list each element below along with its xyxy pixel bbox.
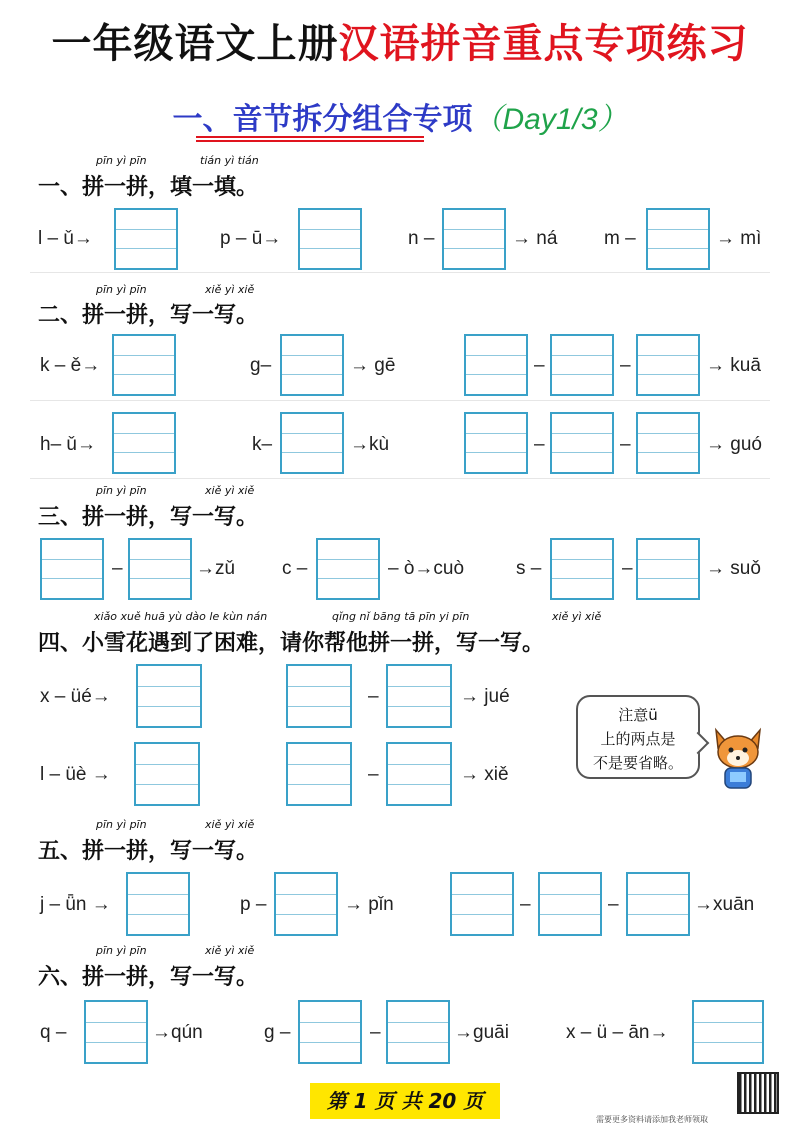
syllable-label: – (534, 434, 545, 455)
syllable-label: → suǒ (706, 558, 761, 579)
answer-box[interactable] (442, 208, 506, 270)
syllable-label: →guāi (454, 1022, 509, 1043)
section-pinyin: xiǎo xuě huā yù dào le kùn nán (94, 610, 268, 623)
qr-code-icon (737, 1072, 779, 1114)
answer-box[interactable] (134, 742, 200, 806)
answer-box[interactable] (386, 1000, 450, 1064)
answer-box[interactable] (112, 412, 176, 474)
section-pinyin: xiě yì xiě (552, 610, 602, 623)
section-pinyin: tián yì tián (200, 154, 259, 167)
answer-box[interactable] (286, 742, 352, 806)
row-divider (30, 272, 770, 273)
syllable-label: → kuā (706, 355, 761, 376)
subtitle-underline (196, 136, 424, 142)
syllable-label: – (368, 686, 379, 707)
tip-line: 注意ü (618, 706, 658, 724)
tip-bubble (576, 695, 700, 779)
answer-box[interactable] (646, 208, 710, 270)
answer-box[interactable] (550, 412, 614, 474)
section-title: 二、拼一拼，写一写。 (38, 303, 259, 328)
answer-box[interactable] (550, 334, 614, 396)
answer-box[interactable] (626, 872, 690, 936)
answer-box[interactable] (386, 664, 452, 728)
row-divider (30, 400, 770, 401)
syllable-label: →zǔ (196, 558, 236, 579)
answer-box[interactable] (386, 742, 452, 806)
syllable-label: → ná (512, 228, 558, 249)
answer-box[interactable] (450, 872, 514, 936)
answer-box[interactable] (126, 872, 190, 936)
answer-box[interactable] (298, 208, 362, 270)
answer-box[interactable] (298, 1000, 362, 1064)
answer-box[interactable] (464, 334, 528, 396)
syllable-label: →qún (152, 1022, 203, 1043)
syllable-label: m – (604, 228, 636, 249)
section-pinyin: qǐng nǐ bāng tā pīn yi pīn (332, 610, 470, 623)
section-title: 六、拼一拼，写一写。 (38, 965, 259, 990)
section-pinyin: xiě yì xiě (205, 484, 255, 497)
syllable-label: – (370, 1022, 381, 1043)
syllable-label: → pǐn (344, 894, 394, 915)
syllable-label: →xuān (694, 894, 755, 915)
syllable-label: l – üè → (40, 764, 111, 785)
syllable-label: k– (252, 434, 273, 455)
section-pinyin: pīn yì pīn (96, 944, 147, 957)
answer-box[interactable] (636, 334, 700, 396)
answer-box[interactable] (112, 334, 176, 396)
syllable-label: n – (408, 228, 435, 249)
answer-box[interactable] (636, 412, 700, 474)
answer-box[interactable] (136, 664, 202, 728)
syllable-label: j – ǖn → (40, 894, 111, 915)
answer-box[interactable] (274, 872, 338, 936)
answer-box[interactable] (316, 538, 380, 600)
syllable-label: → mì (716, 228, 762, 249)
syllable-label: → guó (706, 434, 762, 455)
answer-box[interactable] (538, 872, 602, 936)
syllable-label: – (622, 558, 633, 579)
section-pinyin: pīn yì pīn (96, 154, 147, 167)
section-pinyin: pīn yì pīn (96, 283, 147, 296)
answer-box[interactable] (40, 538, 104, 600)
syllable-label: → xiě (460, 764, 509, 785)
tip-line: 不是要省略。 (592, 754, 683, 772)
answer-box[interactable] (550, 538, 614, 600)
syllable-label: l – ǔ→ (38, 228, 93, 249)
syllable-label: s – (516, 558, 542, 579)
section-pinyin: xiě yì xiě (205, 283, 255, 296)
syllable-label: →kù (350, 434, 390, 455)
answer-box[interactable] (84, 1000, 148, 1064)
answer-box[interactable] (692, 1000, 764, 1064)
answer-box[interactable] (128, 538, 192, 600)
syllable-label: – ò→cuò (388, 558, 465, 579)
syllable-label: → gē (350, 355, 396, 376)
syllable-label: → jué (460, 686, 510, 707)
syllable-label: p – (240, 894, 267, 915)
syllable-label: h– ǔ→ (40, 434, 96, 455)
answer-box[interactable] (114, 208, 178, 270)
answer-box[interactable] (464, 412, 528, 474)
page-number-badge: 第 1 页 共 20 页 (310, 1083, 500, 1119)
syllable-label: – (620, 355, 631, 376)
section-title: 三、拼一拼，写一写。 (38, 505, 259, 530)
page-subtitle: 一、音节拆分组合专项（Day1/3） (172, 102, 628, 137)
section-title: 四、小雪花遇到了困难，请你帮他拼一拼，写一写。 (38, 631, 545, 656)
page-title: 一年级语文上册汉语拼音重点专项练习 (51, 21, 749, 67)
syllable-label: q – (40, 1022, 67, 1043)
syllable-label: g – (264, 1022, 291, 1043)
syllable-label: – (368, 764, 379, 785)
syllable-label: k – ě→ (40, 355, 101, 376)
section-title: 五、拼一拼，写一写。 (38, 839, 259, 864)
footer-note: 需要更多资料请添加我老师领取 (596, 1115, 708, 1124)
syllable-label: p – ū→ (220, 228, 282, 249)
syllable-label: – (620, 434, 631, 455)
section-pinyin: xiě yì xiě (205, 818, 255, 831)
syllable-label: x – ü – ān→ (566, 1022, 669, 1043)
row-divider (30, 478, 770, 479)
tip-line: 上的两点是 (600, 730, 676, 748)
syllable-label: x – üé→ (40, 686, 111, 707)
syllable-label: – (112, 558, 123, 579)
syllable-label: – (534, 355, 545, 376)
answer-box[interactable] (280, 334, 344, 396)
syllable-label: g– (250, 355, 272, 376)
syllable-label: – (608, 894, 619, 915)
answer-box[interactable] (636, 538, 700, 600)
syllable-label: c – (282, 558, 308, 579)
syllable-label: – (520, 894, 531, 915)
section-title: 一、拼一拼，填一填。 (38, 175, 259, 200)
fox-mascot-icon (708, 722, 770, 792)
section-pinyin: xiě yì xiě (205, 944, 255, 957)
section-pinyin: pīn yì pīn (96, 484, 147, 497)
answer-box[interactable] (286, 664, 352, 728)
section-pinyin: pīn yì pīn (96, 818, 147, 831)
answer-box[interactable] (280, 412, 344, 474)
